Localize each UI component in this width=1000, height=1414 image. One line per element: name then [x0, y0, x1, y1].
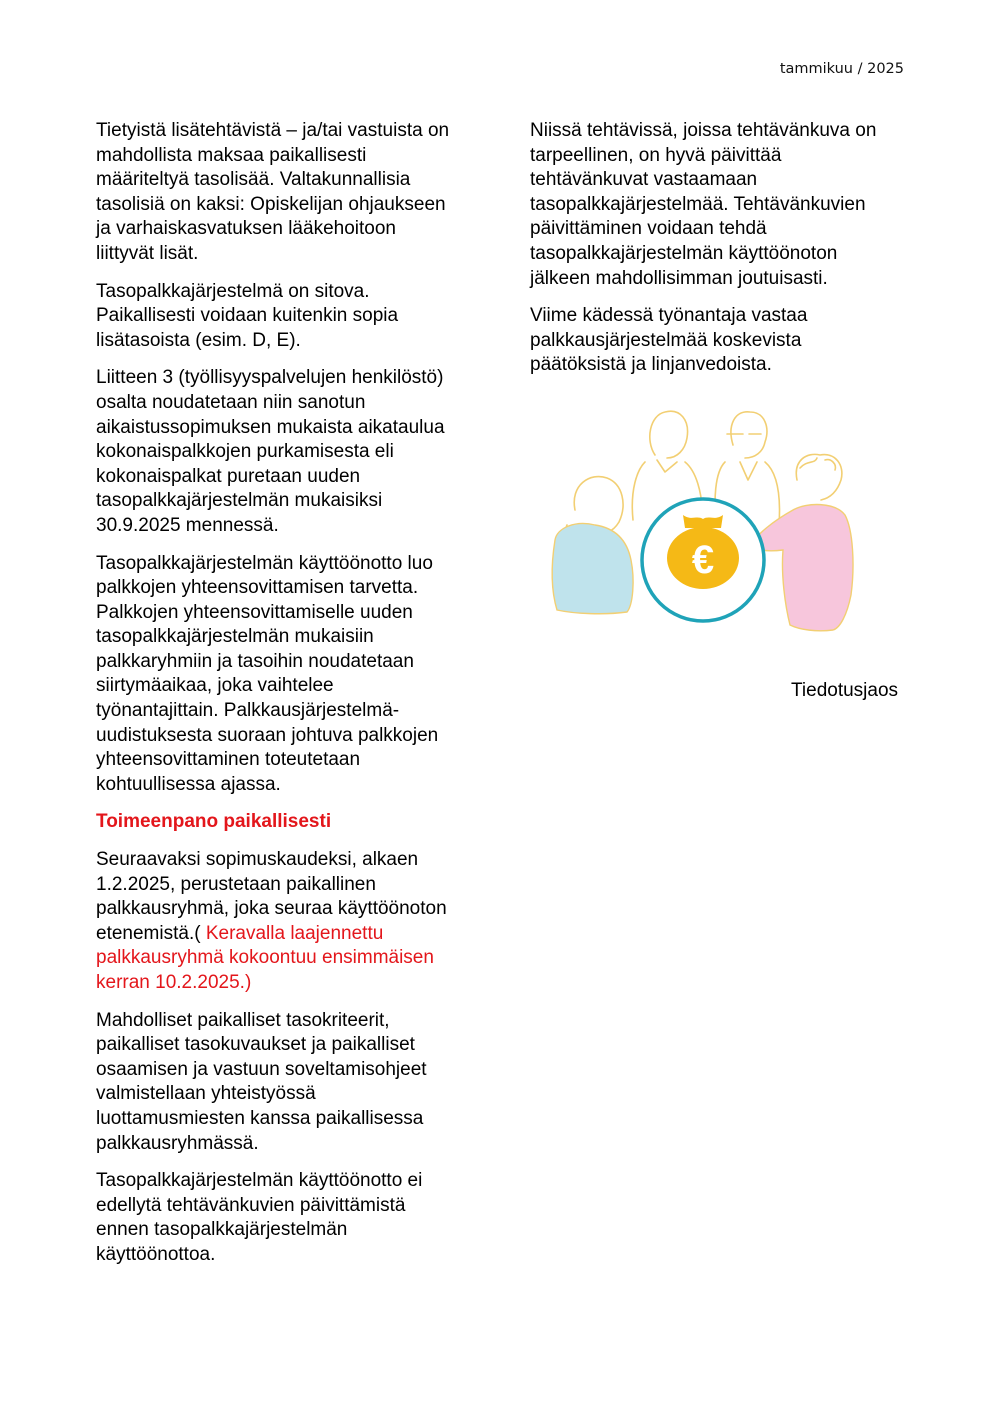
section-heading-toimeenpano: Toimeenpano paikallisesti — [96, 811, 332, 833]
paragraph-tehtavankuvat-ei: Tasopalkkajärjestelmän käyttöönotto ei edellytä tehtävänkuvien päivittämistä ennen tasopalkkajärjestelmän käyttöönottoa. — [96, 1170, 423, 1265]
kerava-note: Keravalla laajennettu palkkausryhmä kokoontuu ensimmäisen kerran 10.2.2025.) — [96, 922, 434, 993]
header-date: tammikuu / 2025 — [779, 61, 904, 77]
paragraph-liite3: Liitteen 3 (työllisyyspalvelujen henkilöstö) osalta noudatetaan niin sanotun aikaistussopimuksen mukaista aikataulua kokonaispalkkojen purkamisesta eli kokonaispalkat puretaan uuden tasopalkkajärjestelmän mukaisiksi 30.9.2025 mennessä. — [96, 367, 445, 536]
euro-symbol: € — [691, 538, 715, 582]
pink-shirt — [751, 505, 853, 631]
paragraph-tehtavankuvat: Niissä tehtävissä, joissa tehtävänkuva on tarpeellinen, on hyvä päivittää tehtävänkuvat vastaamaan tasopalkkajärjestelmää. Tehtävänkuvien päivittäminen voidaan tehdä tasopalkkajärjestelmän käyttöönoton jälkeen mahdollisimman joutuisasti. — [530, 120, 877, 289]
paragraph-tasolisa: Tietyistä lisätehtävistä – ja/tai vastuista on mahdollista maksaa paikallisesti määriteltyä tasolisää. Valtakunnallisia tasolisiä on kaksi: Opiskelijan ohjaukseen ja varhaiskasvatuksen lääkehoitoon liittyvät lisät. — [96, 120, 450, 264]
paragraph-tasokriteerit: Mahdolliset paikalliset tasokriteerit, paikalliset tasokuvaukset ja paikalliset osaamisen ja vastuun soveltamisohjeet valmistellaan yhteistyössä luottamusmiesten kanssa paikallisessa palkkausryhmässä. — [96, 1009, 427, 1154]
illustration-svg — [545, 400, 865, 635]
blue-shirt — [552, 523, 633, 613]
paragraph-tyonantaja: Viime kädessä työnantaja vastaa palkkausjärjestelmää koskevista päätöksistä ja linjanvedoista. — [530, 305, 808, 376]
signature-tiedotusjaos: Tiedotusjaos — [791, 680, 899, 701]
paragraph-yhteensovitus: Tasopalkkajärjestelmän käyttöönotto luo palkkojen yhteensovittamisen tarvetta. Palkkojen yhteensovittamiselle uuden tasopalkkajärjestelmän mukaisiin palkkaryhmiin ja tasoihin noudatetaan siirtymäaikaa, joka vaihtelee työnantajittain. Palkkausjärjestelmä- uudistuksesta suoraan johtuva palkkojen yhteensovittaminen toteutetaan kohtuullisessa ajassa. — [96, 552, 439, 795]
right-column — [530, 119, 920, 391]
people-money-illustration — [545, 400, 865, 635]
paragraph-sitova: Tasopalkkajärjestelmä on sitova. Paikallisesti voidaan kuitenkin sopia lisätasoista (esim. D, E). — [96, 280, 399, 351]
paragraph-palkkausryhma — [96, 848, 506, 996]
palkkausryhma-text: Seuraavaksi sopimuskaudeksi, alkaen 1.2.2025, perustetaan paikallinen palkkausryhmä, joka seuraa käyttöönoton etenemistä.( — [96, 849, 447, 944]
left-column — [96, 119, 506, 1281]
